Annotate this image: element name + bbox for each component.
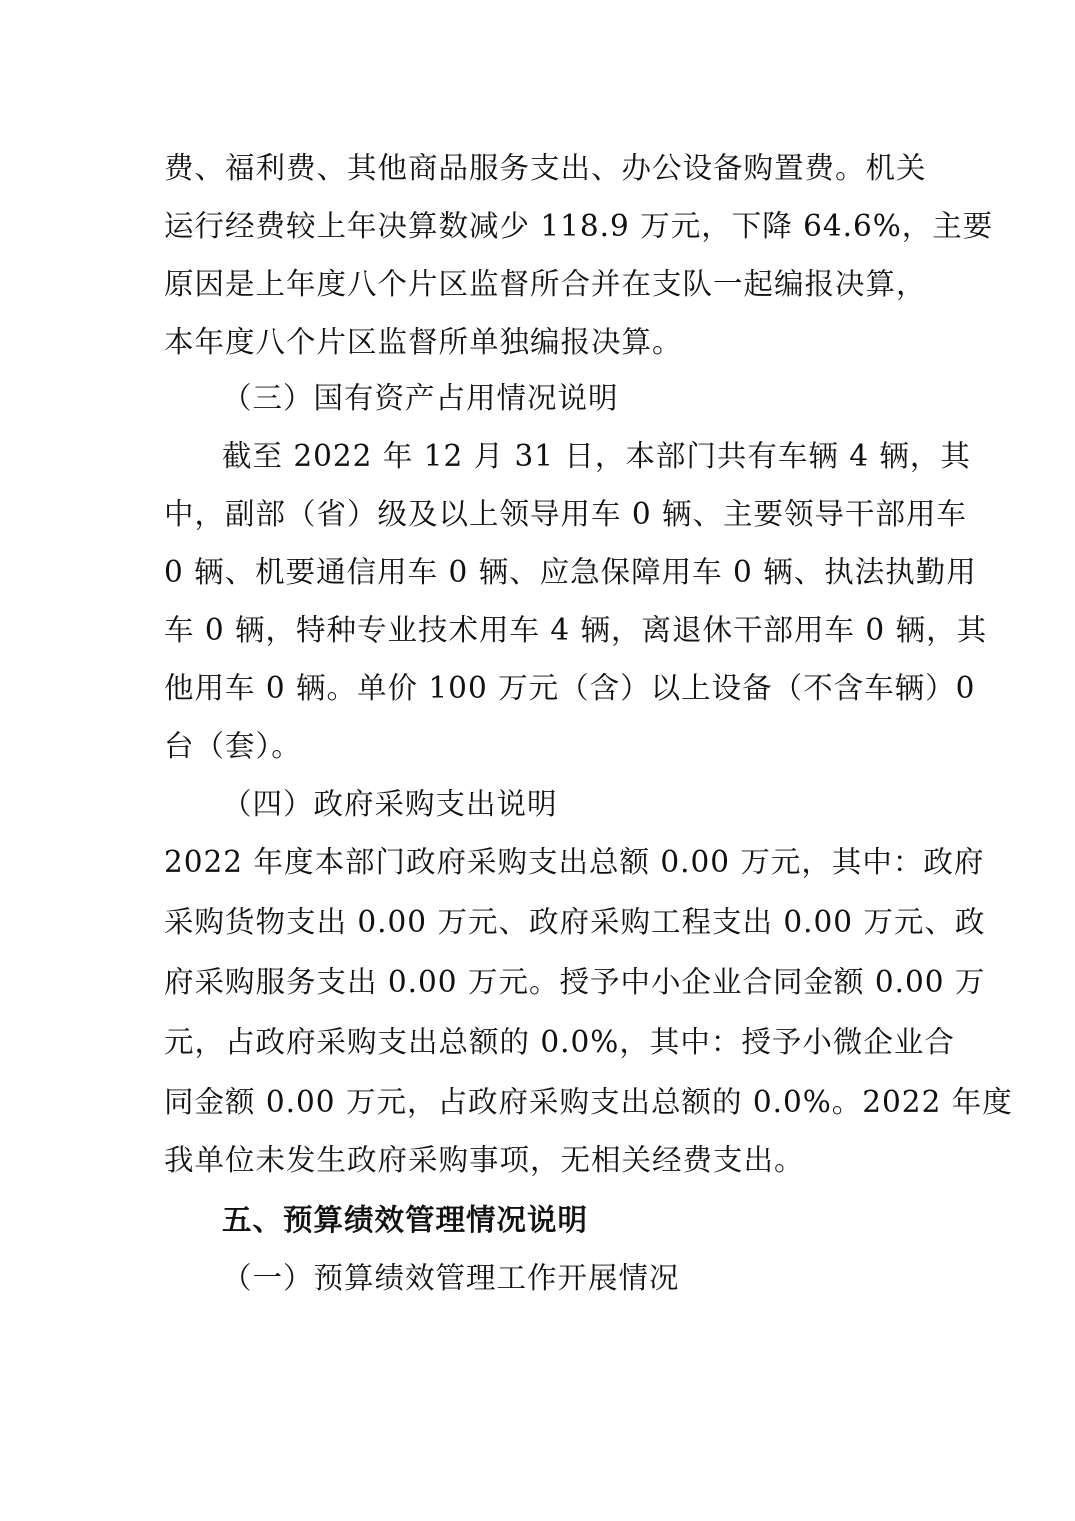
- text-line: 元，占政府采购支出总额的 0.0%，其中：授予小微企业合: [164, 1025, 955, 1059]
- text-line: 0 辆、机要通信用车 0 辆、应急保障用车 0 辆、执法执勤用: [164, 555, 977, 589]
- text-line: 原因是上年度八个片区监督所合并在支队一起编报决算，: [164, 267, 927, 301]
- section-5-1-heading: （一）预算绩效管理工作开展情况: [222, 1261, 680, 1295]
- section-4-heading: （四）政府采购支出说明: [222, 787, 558, 821]
- text-line: 费、福利费、其他商品服务支出、办公设备购置费。机关: [164, 151, 927, 185]
- text-line: 2022 年度本部门政府采购支出总额 0.00 万元，其中：政府: [164, 845, 985, 879]
- text-line: 台（套）。: [164, 729, 302, 763]
- text-line: 车 0 辆，特种专业技术用车 4 辆，离退休干部用车 0 辆，其: [164, 613, 988, 647]
- chapter-5-heading: 五、预算绩效管理情况说明: [222, 1203, 589, 1237]
- text-line: 府采购服务支出 0.00 万元。授予中小企业合同金额 0.00 万: [164, 965, 986, 999]
- text-line: 运行经费较上年决算数减少 118.9 万元，下降 64.6%，主要: [164, 209, 994, 243]
- text-line: 他用车 0 辆。单价 100 万元（含）以上设备（不含车辆）0: [164, 671, 976, 705]
- text-line: 我单位未发生政府采购事项，无相关经费支出。: [164, 1143, 805, 1177]
- text-line: 采购货物支出 0.00 万元、政府采购工程支出 0.00 万元、政: [164, 905, 986, 939]
- text-line: 同金额 0.00 万元，占政府采购支出总额的 0.0%。2022 年度: [164, 1085, 1013, 1119]
- section-3-heading: （三）国有资产占用情况说明: [222, 381, 619, 415]
- text-line: 本年度八个片区监督所单独编报决算。: [164, 325, 683, 359]
- text-line: 截至 2022 年 12 月 31 日，本部门共有车辆 4 辆，其: [222, 439, 971, 473]
- text-line: 中，副部（省）级及以上领导用车 0 辆、主要领导干部用车: [164, 497, 968, 531]
